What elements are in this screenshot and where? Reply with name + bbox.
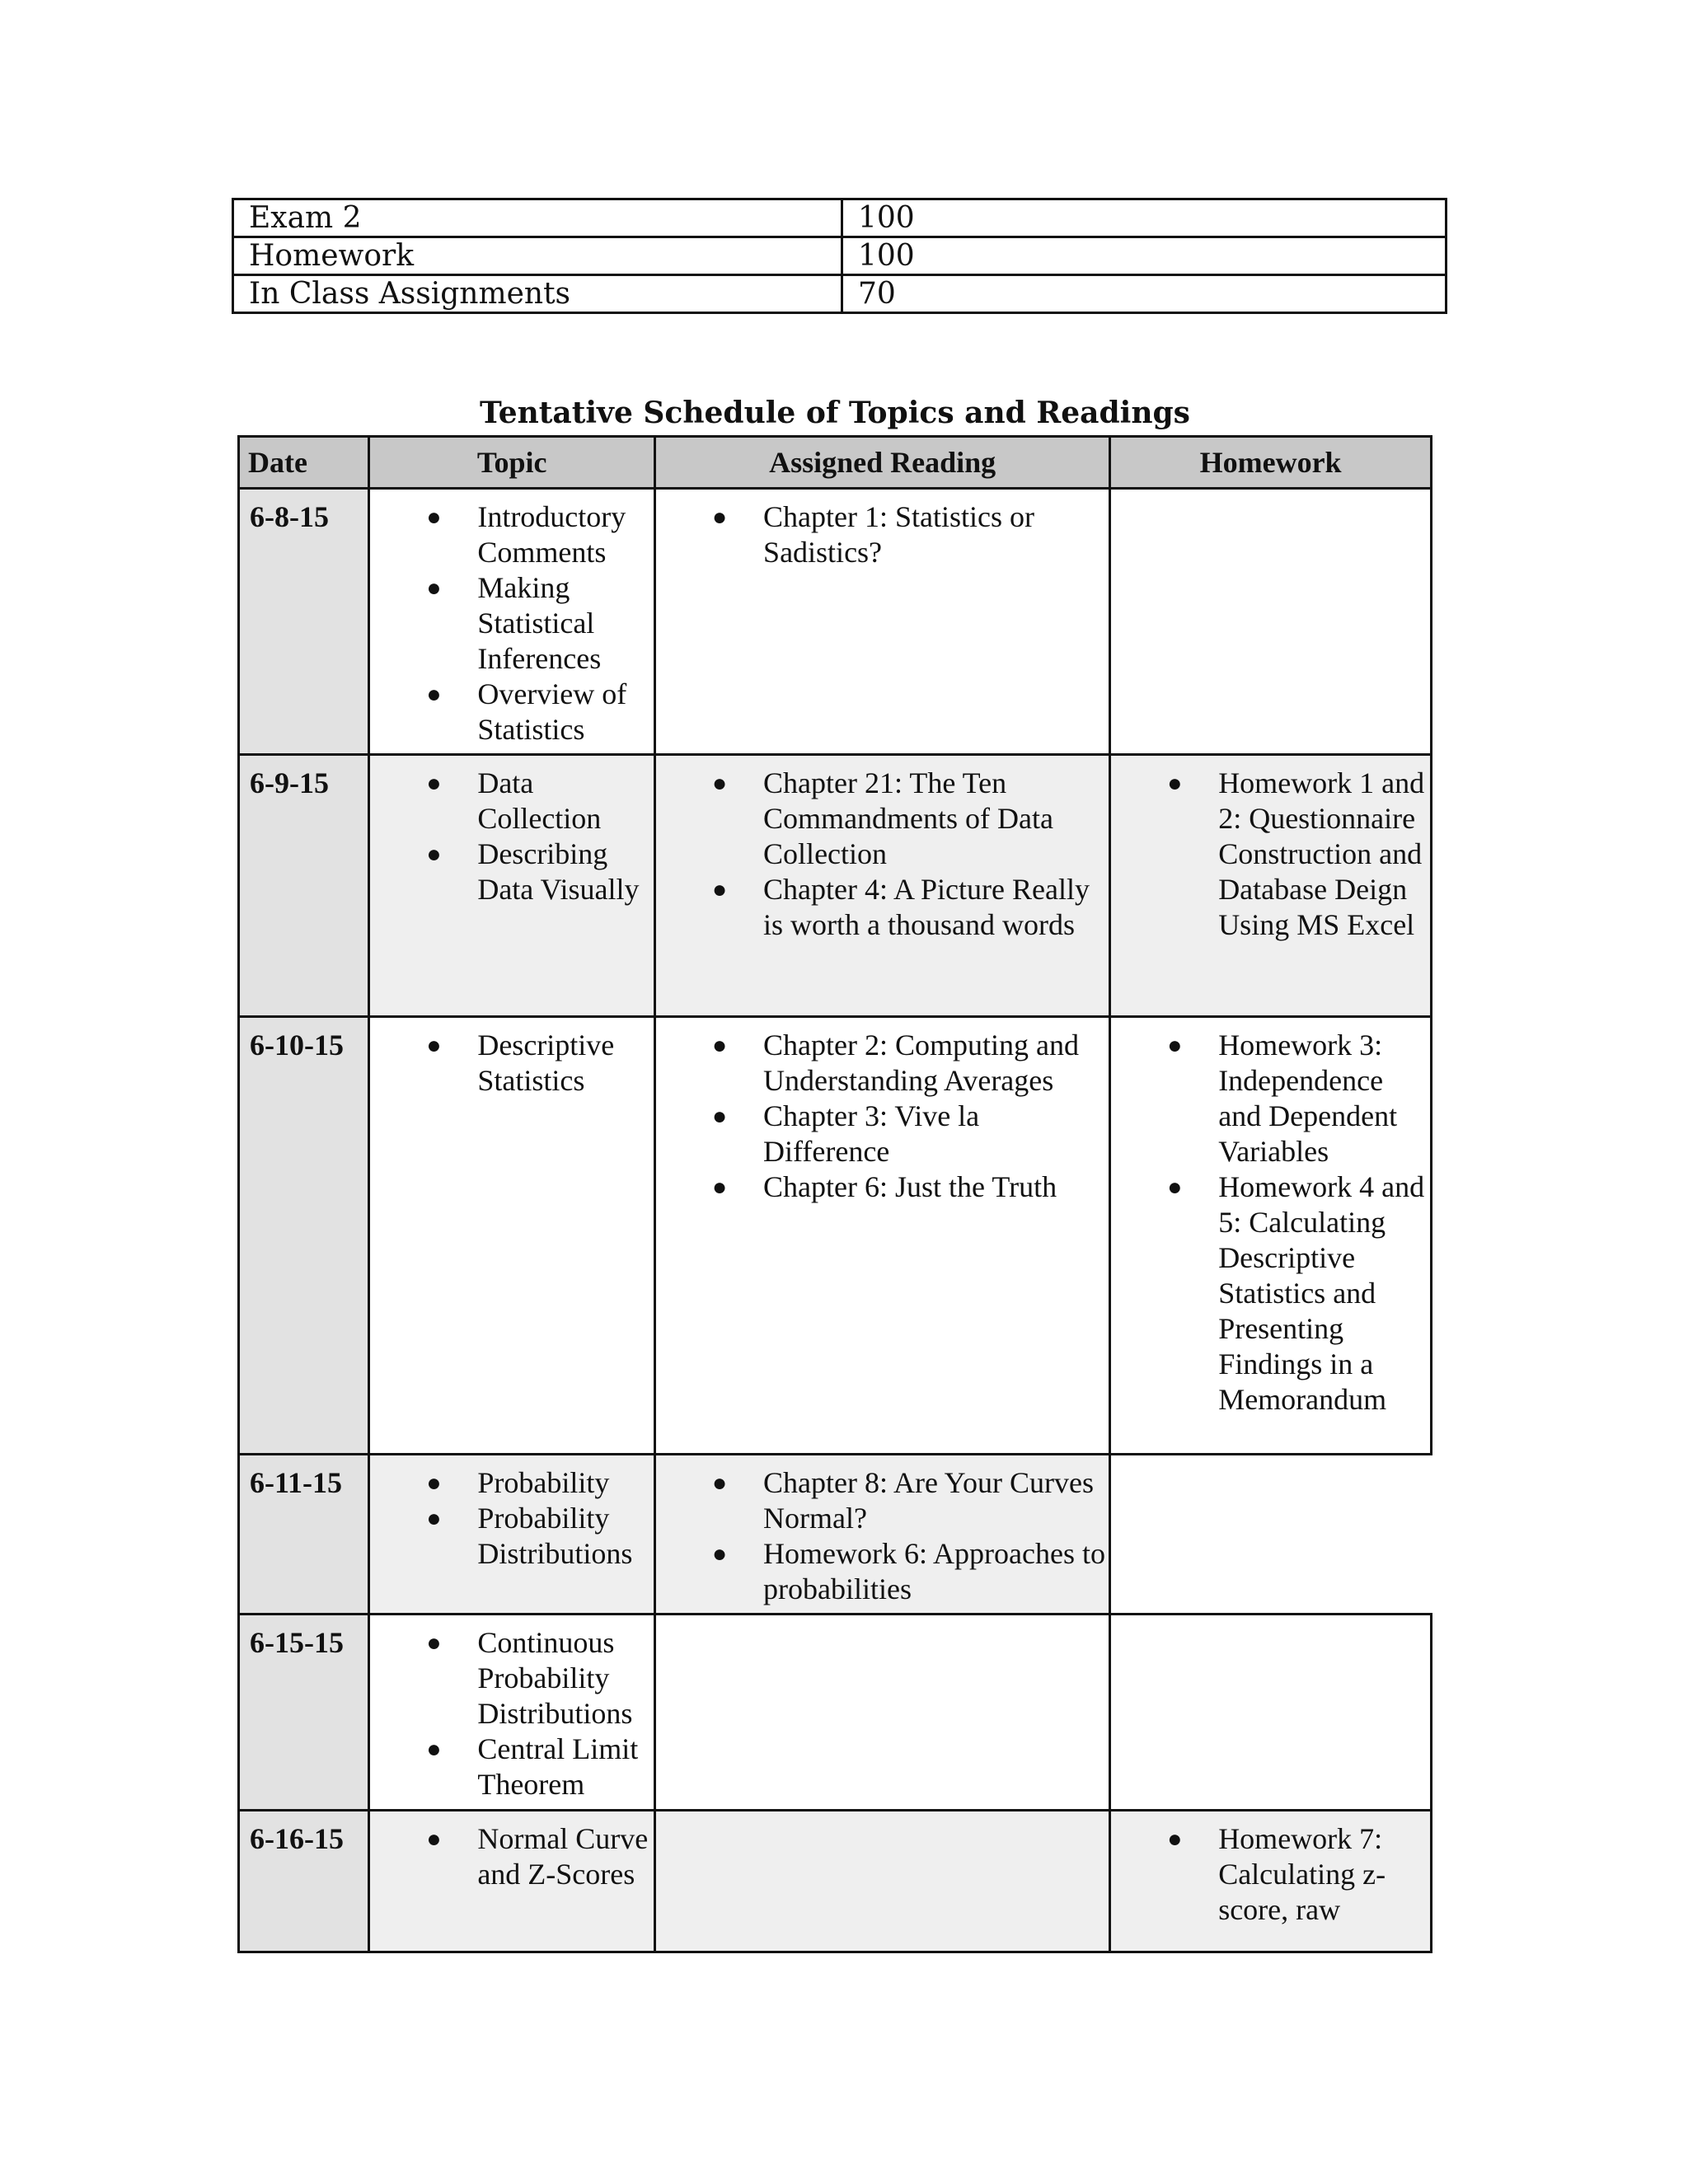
homework-cell [1110, 1455, 1432, 1615]
grade-row [233, 275, 1447, 313]
topic-cell [369, 1811, 655, 1952]
homework-cell [1110, 1615, 1432, 1811]
reading-item-text: Chapter 21: The Ten Commandments of Data Collection [763, 766, 1053, 870]
grade-item: In Class Assignments [233, 275, 842, 313]
schedule-date: 6-9-15 [239, 755, 369, 1017]
bullet-icon: ● [712, 770, 728, 797]
schedule-date: 6-15-15 [239, 1615, 369, 1811]
homework-item-text: Homework 7: Calculating z-score, raw [1218, 1822, 1386, 1926]
topic-item-text: Probability [477, 1466, 610, 1499]
reading-item-text: Chapter 4: A Picture Really is worth a thousand words [763, 873, 1090, 941]
header-assigned-reading: Assigned Reading [655, 437, 1110, 489]
reading-item-list [656, 1018, 1109, 1210]
reading-item-list [656, 490, 1109, 575]
topic-item-text: Continuous Probability Distributions [477, 1626, 633, 1730]
homework-item-list [1111, 756, 1430, 948]
grade-row [233, 237, 1447, 275]
bullet-icon: ● [712, 1469, 728, 1497]
topic-item-text: Introductory Comments [477, 500, 626, 569]
bullet-icon: ● [426, 1505, 442, 1532]
topic-item-list [370, 490, 654, 752]
schedule-table [237, 435, 1432, 1953]
homework-item-list [1111, 1811, 1430, 1933]
topic-item-list [370, 756, 654, 912]
grade-points: 100 [842, 237, 1447, 275]
schedule-title: Tentative Schedule of Topics and Readings [480, 396, 1190, 430]
reading-item [656, 499, 1109, 570]
topic-item-text: Describing Data Visually [477, 837, 640, 906]
reading-item-text: Chapter 8: Are Your Curves Normal? [763, 1466, 1095, 1535]
reading-item [656, 1169, 1109, 1205]
topic-item [370, 1732, 654, 1802]
topic-item-text: Normal Curve and Z-Scores [477, 1822, 649, 1891]
bullet-icon: ● [712, 504, 728, 531]
bullet-icon: ● [1167, 1032, 1183, 1059]
bullet-icon: ● [426, 770, 442, 797]
reading-item-text: Chapter 1: Statistics or Sadistics? [763, 500, 1035, 569]
bullet-icon: ● [712, 876, 728, 903]
topic-item [370, 1501, 654, 1572]
topic-cell [369, 1455, 655, 1615]
schedule-date: 6-11-15 [239, 1455, 369, 1615]
reading-item-text: Chapter 6: Just the Truth [763, 1170, 1057, 1203]
bullet-icon: ● [1167, 770, 1183, 797]
reading-item-list [656, 1455, 1109, 1612]
homework-item-list [1111, 490, 1430, 504]
schedule-header-row [239, 437, 1432, 489]
reading-item [656, 1465, 1109, 1536]
topic-item [370, 1821, 654, 1892]
bullet-icon: ● [426, 574, 442, 602]
bullet-icon: ● [426, 1629, 442, 1657]
topic-item [370, 837, 654, 907]
reading-item [656, 1099, 1109, 1169]
homework-cell [1110, 755, 1432, 1017]
bullet-icon: ● [426, 681, 442, 708]
topic-item-text: Probability Distributions [477, 1502, 633, 1570]
grade-table-body [233, 199, 1447, 313]
reading-item [656, 766, 1109, 872]
schedule-row [239, 489, 1432, 755]
grade-item: Exam 2 [233, 199, 842, 237]
topic-item-list [370, 1018, 654, 1104]
reading-item [656, 1028, 1109, 1099]
bullet-icon: ● [1167, 1174, 1183, 1201]
homework-item-list [1111, 1615, 1430, 1630]
topic-cell [369, 1017, 655, 1455]
topic-item-list [370, 1455, 654, 1577]
reading-item [656, 872, 1109, 943]
bullet-icon: ● [1167, 1825, 1183, 1853]
topic-item-list [370, 1615, 654, 1807]
reading-cell [655, 1811, 1110, 1952]
reading-cell [655, 1017, 1110, 1455]
homework-item-text: Homework 3: Independence and Dependent Variables [1218, 1029, 1398, 1168]
reading-cell [655, 1615, 1110, 1811]
homework-item [1111, 1169, 1430, 1418]
topic-item-text: Central Limit Theorem [477, 1732, 639, 1801]
schedule-row [239, 1455, 1432, 1615]
bullet-icon: ● [712, 1540, 728, 1568]
topic-cell [369, 755, 655, 1017]
homework-cell [1110, 489, 1432, 755]
schedule-row [239, 1811, 1432, 1952]
homework-item-text: Homework 4 and 5: Calculating Descriptive Statistics and Presenting Findings in a Memorandum [1218, 1170, 1425, 1416]
reading-item-list [656, 1811, 1109, 1826]
homework-cell [1110, 1811, 1432, 1952]
grade-points: 70 [842, 275, 1447, 313]
reading-cell [655, 755, 1110, 1017]
topic-item [370, 570, 654, 677]
topic-item [370, 677, 654, 748]
homework-item [1111, 1821, 1430, 1928]
topic-item [370, 1028, 654, 1099]
header-homework: Homework [1110, 437, 1432, 489]
grade-item: Homework [233, 237, 842, 275]
topic-item-text: Making Statistical Inferences [477, 571, 602, 675]
bullet-icon: ● [426, 1825, 442, 1853]
topic-item-text: Descriptive Statistics [477, 1029, 615, 1097]
bullet-icon: ● [712, 1174, 728, 1201]
bullet-icon: ● [426, 841, 442, 868]
topic-item-text: Overview of Statistics [477, 677, 627, 746]
reading-cell [655, 489, 1110, 755]
schedule-row [239, 1017, 1432, 1455]
header-date: Date [239, 437, 369, 489]
topic-item [370, 1465, 654, 1501]
topic-item-text: Data Collection [477, 766, 602, 835]
schedule-row [239, 1615, 1432, 1811]
bullet-icon: ● [426, 504, 442, 531]
grade-table [232, 198, 1447, 314]
topic-item [370, 766, 654, 837]
schedule-date: 6-10-15 [239, 1017, 369, 1455]
reading-item-list [656, 756, 1109, 948]
reading-item-text: Homework 6: Approaches to probabilities [763, 1537, 1105, 1605]
bullet-icon: ● [712, 1103, 728, 1130]
homework-item [1111, 1028, 1430, 1169]
homework-item [1111, 766, 1430, 943]
topic-item [370, 1625, 654, 1732]
topic-item [370, 499, 654, 570]
schedule-table-body [239, 489, 1432, 1952]
schedule-date: 6-16-15 [239, 1811, 369, 1952]
bullet-icon: ● [426, 1736, 442, 1763]
bullet-icon: ● [426, 1469, 442, 1497]
homework-item-text: Homework 1 and 2: Questionnaire Construction and Database Deign Using MS Excel [1218, 766, 1425, 941]
reading-item-list [656, 1615, 1109, 1630]
bullet-icon: ● [712, 1032, 728, 1059]
homework-item-list [1111, 1018, 1430, 1422]
reading-cell [655, 1455, 1110, 1615]
topic-cell [369, 489, 655, 755]
grade-row [233, 199, 1447, 237]
bullet-icon: ● [426, 1032, 442, 1059]
topic-item-list [370, 1811, 654, 1897]
reading-item-text: Chapter 3: Vive la Difference [763, 1099, 980, 1168]
reading-item [656, 1536, 1109, 1607]
topic-cell [369, 1615, 655, 1811]
reading-item-text: Chapter 2: Computing and Understanding Averages [763, 1029, 1080, 1097]
schedule-row [239, 755, 1432, 1017]
grade-points: 100 [842, 199, 1447, 237]
homework-cell [1110, 1017, 1432, 1455]
header-topic: Topic [369, 437, 655, 489]
schedule-date: 6-8-15 [239, 489, 369, 755]
homework-item-list [1111, 1455, 1431, 1470]
